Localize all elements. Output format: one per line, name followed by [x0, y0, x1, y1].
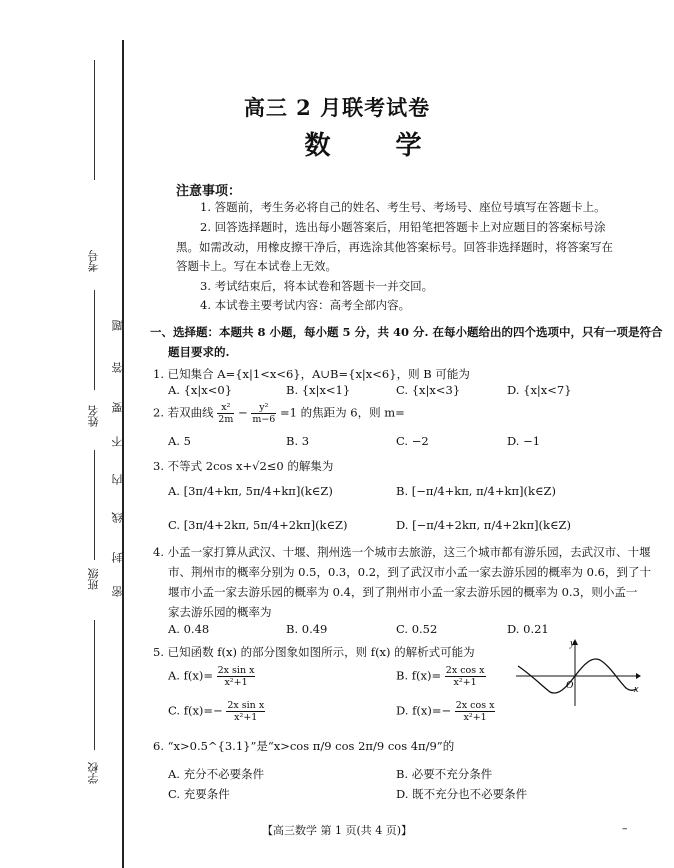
question-4-line-2: 市、荆州市的概率分别为 0.5，0.3，0.2，到了武汉市小孟一家去游乐园的概率为 0.6，到了十	[168, 565, 651, 579]
q1-option-a: A. {x|x<0}	[168, 383, 233, 397]
seal-char-5: 内	[111, 474, 124, 485]
seal-char-6: 线	[111, 512, 124, 523]
section-heading-cont: 题目要求的.	[168, 345, 230, 359]
q5-c-fraction	[226, 700, 265, 723]
q5-a-prefix: A. f(x)=	[168, 668, 213, 683]
q4-option-c: C. 0.52	[396, 622, 438, 636]
q6-option-d: D. 既不充分也不必要条件	[396, 787, 528, 801]
q2-f2-num: y²	[251, 402, 276, 414]
q5-a-num: 2x sin x	[217, 665, 255, 676]
q2-f1-num: x²	[217, 402, 234, 414]
q2-f1-den: 2m	[218, 414, 234, 425]
subject-title: 数 学	[304, 131, 450, 161]
q3-option-a: A. [3π/4+kπ, 5π/4+kπ](k∈Z)	[168, 484, 333, 498]
question-5-stem: 5. 已知函数 f(x) 的部分图象如图所示，则 f(x) 的解析式可能为	[153, 645, 475, 659]
q2-fraction-1	[217, 402, 234, 425]
q5-d-num: 2x cos x	[455, 700, 495, 711]
notice-heading: 注意事项：	[176, 184, 242, 199]
question-6-stem: 6. “x>0.5^{3.1}”是“x>cos π/9 cos 2π/9 cos 4π/9”的	[153, 739, 455, 753]
q5-b-num: 2x cos x	[445, 665, 485, 676]
q4-option-b: B. 0.49	[286, 622, 328, 636]
question-4-line-3: 堰市小孟一家去游乐园的概率为 0.4，到了荆州市小孟一家去游乐园的概率为 0.3，则小孟一	[168, 585, 638, 599]
q2-suffix: =1 的焦距为 6，则 m=	[279, 405, 405, 420]
question-1-stem: 1. 已知集合 A={x|1<x<6}，A∪B={x|x<6}，则 B 可能为	[153, 367, 470, 381]
seal-char-3: 要	[111, 402, 124, 413]
kaohao-label: 考号	[87, 250, 100, 272]
question-2-stem	[153, 402, 405, 425]
banji-blank-line	[94, 450, 95, 560]
section-heading: 一、选择题：本题共 8 小题，每小题 5 分，共 40 分. 在每小题给出的四个选项中，只有一项是符合	[150, 325, 663, 339]
q2-minus: −	[238, 405, 248, 420]
q5-a-fraction	[217, 665, 256, 688]
question-3-stem: 3. 不等式 2cos x+√2≤0 的解集为	[153, 459, 334, 473]
q3-option-c: C. [3π/4+2kπ, 5π/4+2kπ](k∈Z)	[168, 518, 348, 532]
q2-option-b: B. 3	[286, 434, 310, 448]
q2-f2-den: m−6	[252, 414, 276, 425]
q2-option-d: D. −1	[507, 434, 541, 448]
q1-option-c: C. {x|x<3}	[396, 383, 461, 397]
q2-prefix: 2. 若双曲线	[153, 405, 214, 420]
seal-char-7: 封	[111, 552, 124, 563]
notice-item-3: 3. 考试结束后，将本试卷和答题卡一并交回。	[200, 279, 434, 293]
q1-option-d: D. {x|x<7}	[507, 383, 572, 397]
q2-fraction-2	[251, 402, 276, 425]
q5-b-prefix: B. f(x)=	[396, 668, 442, 683]
q6-option-a: A. 充分不必要条件	[168, 767, 265, 781]
xuexiao-blank-line	[94, 620, 95, 750]
q5-b-fraction	[445, 665, 486, 688]
q5-c-num: 2x sin x	[227, 700, 265, 711]
binding-line	[122, 40, 124, 868]
notice-item-1: 1. 答题前，考生务必将自己的姓名、考生号、考场号、座位号填写在答题卡上。	[200, 200, 606, 214]
notice-item-2: 2. 回答选择题时，选出每小题答案后，用铅笔把答题卡上对应题目的答案标号涂	[200, 220, 606, 234]
xingming-blank-line	[94, 290, 95, 390]
graph-x-arrow	[636, 673, 641, 679]
q6-option-c: C. 充要条件	[168, 787, 230, 801]
seal-char-8: 密	[111, 586, 124, 597]
q5-d-prefix: D. f(x)=−	[396, 703, 452, 718]
notice-item-2-cont: 黑。如需改动，用橡皮擦干净后，再选涂其他答案标号。回答非选择题时，将答案写在	[176, 240, 613, 254]
q4-option-a: A. 0.48	[168, 622, 210, 636]
xingming-label: 姓名	[87, 405, 100, 427]
q5-d-den: x²+1	[463, 712, 487, 723]
exam-title: 高三 2 月联考试卷	[243, 95, 431, 120]
question-4-line-4: 家去游乐园的概率为	[168, 605, 272, 619]
notice-item-2-cont2: 答题卡上。写在本试卷上无效。	[176, 259, 337, 273]
xuexiao-label: 学校	[87, 762, 100, 784]
q5-d-fraction	[455, 700, 496, 723]
q5-option-b	[396, 665, 486, 688]
seal-char-2: 答	[111, 362, 124, 373]
page-footer: 【高三数学 第 1 页(共 4 页)】	[261, 824, 413, 837]
seal-char-4: 不	[111, 436, 124, 447]
q6-option-b: B. 必要不充分条件	[396, 767, 493, 781]
graph-x-label: x	[634, 684, 639, 695]
q3-option-d: D. [−π/4+2kπ, π/4+2kπ](k∈Z)	[396, 518, 571, 532]
footer-mark: –	[622, 822, 628, 835]
q3-option-b: B. [−π/4+kπ, π/4+kπ](k∈Z)	[396, 484, 556, 498]
q5-c-prefix: C. f(x)=−	[168, 703, 223, 718]
q4-option-d: D. 0.21	[507, 622, 549, 636]
notice-item-4: 4. 本试卷主要考试内容：高考全部内容。	[200, 298, 411, 312]
graph-y-label: y	[570, 638, 575, 649]
q5-b-den: x²+1	[453, 677, 477, 688]
q5-option-c	[168, 700, 265, 723]
q2-option-c: C. −2	[396, 434, 429, 448]
q5-option-d	[396, 700, 495, 723]
graph-origin-label: O	[566, 680, 574, 691]
q1-option-b: B. {x|x<1}	[286, 383, 351, 397]
banji-label: 班级	[87, 568, 100, 590]
q5-a-den: x²+1	[224, 677, 248, 688]
question-4-line-1: 4. 小孟一家打算从武汉、十堰、荆州选一个城市去旅游，这三个城市都有游乐园，去武汉市、十堰	[153, 545, 651, 559]
q2-option-a: A. 5	[168, 434, 191, 448]
q5-option-a	[168, 665, 255, 688]
seal-char-1: 题	[111, 320, 124, 331]
q5-function-graph	[512, 636, 642, 708]
q5-c-den: x²+1	[234, 712, 258, 723]
